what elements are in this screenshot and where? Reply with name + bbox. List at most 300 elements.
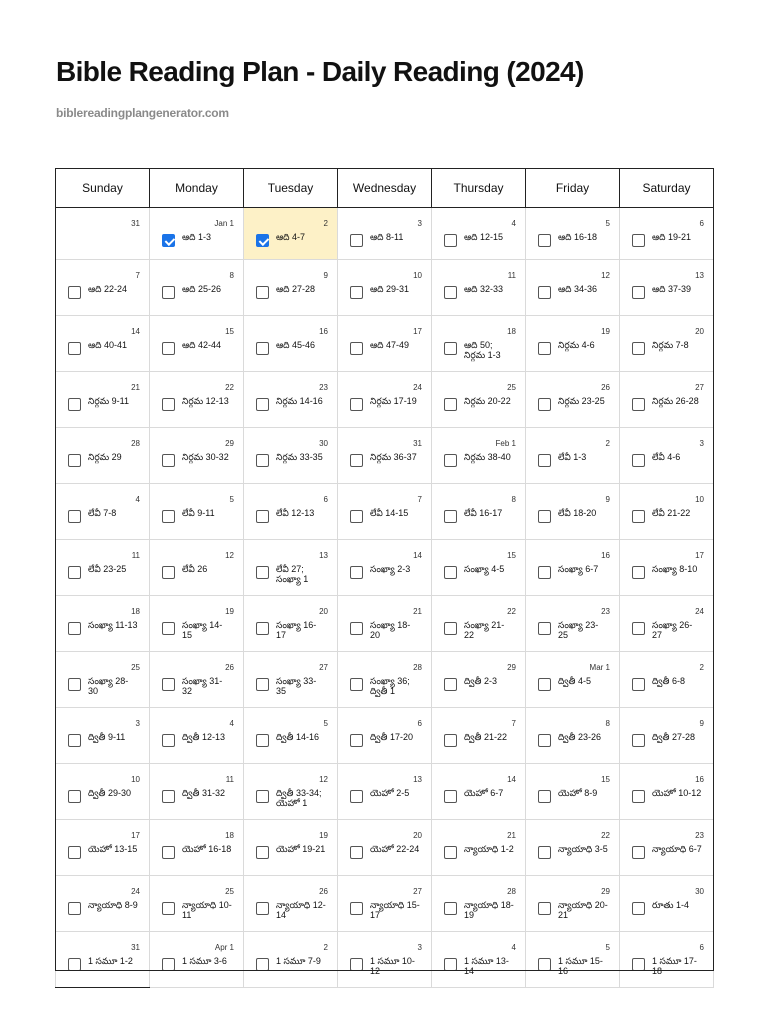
reading-checkbox[interactable] [68, 566, 81, 579]
day-cell [338, 484, 432, 540]
reading-checkbox[interactable] [350, 846, 363, 859]
weekday-header-row [56, 169, 714, 208]
checked-checkbox[interactable] [162, 234, 175, 247]
reading-checkbox[interactable] [162, 622, 175, 635]
day-number: 8 [229, 271, 234, 280]
reading-checkbox[interactable] [162, 678, 175, 691]
reading-label: ఆది 29-31 [370, 284, 410, 294]
day-number: 29 [225, 439, 234, 448]
reading-checkbox[interactable] [68, 342, 81, 355]
reading-entry [444, 676, 521, 691]
reading-label: న్యాయాధి 8-9 [88, 900, 138, 910]
day-number: 20 [319, 607, 328, 616]
day-cell [244, 764, 338, 820]
day-cell [338, 764, 432, 820]
day-number: 10 [413, 271, 422, 280]
reading-checkbox[interactable] [350, 958, 363, 971]
week-row [56, 820, 714, 876]
reading-entry [256, 508, 333, 523]
reading-label: సంఖ్యా 23-25 [558, 620, 599, 640]
reading-checkbox[interactable] [444, 398, 457, 411]
reading-checkbox[interactable] [350, 342, 363, 355]
day-cell [338, 260, 432, 316]
reading-label: యెహో 16-18 [182, 844, 232, 854]
day-number: 12 [601, 271, 610, 280]
reading-entry [350, 564, 427, 579]
day-cell [620, 764, 714, 820]
reading-label: లేవీ 12-13 [276, 508, 315, 518]
reading-checkbox[interactable] [162, 958, 175, 971]
reading-entry [162, 732, 239, 747]
reading-label: ఆది 50; నిర్గమ 1-3 [464, 340, 501, 360]
reading-label: ఆది 22-24 [88, 284, 128, 294]
weekday-header: Thursday [432, 169, 526, 208]
reading-checkbox[interactable] [162, 846, 175, 859]
reading-entry [444, 956, 521, 976]
day-cell [620, 208, 714, 260]
reading-checkbox[interactable] [350, 902, 363, 915]
reading-label: ద్వితీ 4-5 [558, 676, 591, 686]
reading-checkbox[interactable] [444, 510, 457, 523]
reading-checkbox[interactable] [632, 902, 645, 915]
reading-entry [538, 620, 615, 640]
reading-entry [162, 788, 239, 803]
day-number: 23 [695, 831, 704, 840]
reading-checkbox[interactable] [444, 678, 457, 691]
reading-label: ద్వితీ 31-32 [182, 788, 225, 798]
reading-label: సంఖ్యా 2-3 [370, 564, 411, 574]
reading-entry [538, 396, 615, 411]
reading-label: సంఖ్యా 31-32 [182, 676, 223, 696]
reading-checkbox[interactable] [444, 622, 457, 635]
week-row [56, 708, 714, 764]
day-number: 11 [225, 775, 234, 784]
reading-entry [350, 788, 427, 803]
day-cell [526, 260, 620, 316]
reading-checkbox[interactable] [444, 734, 457, 747]
checked-checkbox[interactable] [256, 234, 269, 247]
reading-checkbox[interactable] [162, 510, 175, 523]
day-number: 27 [413, 887, 422, 896]
reading-label: న్యాయాధి 10-11 [182, 900, 232, 920]
day-cell [244, 372, 338, 428]
reading-label: ఆది 47-49 [370, 340, 410, 350]
reading-checkbox[interactable] [538, 454, 551, 467]
reading-checkbox[interactable] [538, 398, 551, 411]
reading-entry [256, 452, 333, 467]
reading-label: 1 సమూ 1-2 [88, 956, 133, 966]
reading-entry [68, 732, 145, 747]
day-cell [620, 708, 714, 764]
day-cell [244, 428, 338, 484]
day-cell [432, 596, 526, 652]
reading-checkbox[interactable] [444, 958, 457, 971]
reading-label: లేవీ 27; సంఖ్యా 1 [276, 564, 309, 584]
reading-entry [68, 900, 145, 915]
reading-label: న్యాయాధి 12-14 [276, 900, 326, 920]
reading-checkbox[interactable] [350, 510, 363, 523]
day-cell [244, 316, 338, 372]
day-number: 5 [323, 719, 328, 728]
reading-checkbox[interactable] [350, 398, 363, 411]
reading-checkbox[interactable] [538, 234, 551, 247]
day-number: Jan 1 [214, 219, 234, 228]
reading-checkbox[interactable] [632, 958, 645, 971]
reading-label: ద్వితీ 12-13 [182, 732, 225, 742]
reading-checkbox[interactable] [350, 286, 363, 299]
day-number: 6 [323, 495, 328, 504]
reading-checkbox[interactable] [632, 510, 645, 523]
day-cell [150, 708, 244, 764]
reading-checkbox[interactable] [256, 678, 269, 691]
day-number: 22 [601, 831, 610, 840]
reading-checkbox[interactable] [68, 286, 81, 299]
day-cell [526, 372, 620, 428]
day-cell [244, 484, 338, 540]
reading-label: లేవీ 1-3 [558, 452, 587, 462]
reading-label: సంఖ్యా 4-5 [464, 564, 505, 574]
day-cell [244, 540, 338, 596]
reading-checkbox[interactable] [350, 566, 363, 579]
reading-entry [162, 452, 239, 467]
reading-checkbox[interactable] [538, 734, 551, 747]
weekday-header: Monday [150, 169, 244, 208]
day-number: 30 [319, 439, 328, 448]
day-number: Apr 1 [214, 943, 234, 952]
reading-label: సంఖ్యా 6-7 [558, 564, 599, 574]
day-cell [526, 484, 620, 540]
reading-checkbox[interactable] [162, 398, 175, 411]
reading-label: యెహో 8-9 [558, 788, 598, 798]
reading-label: యెహో 6-7 [464, 788, 504, 798]
reading-checkbox[interactable] [68, 678, 81, 691]
reading-checkbox[interactable] [444, 902, 457, 915]
day-number: 2 [605, 439, 610, 448]
day-cell [432, 764, 526, 820]
day-number: 21 [131, 383, 140, 392]
day-cell [244, 708, 338, 764]
reading-label: నిర్గమ 7-8 [652, 340, 689, 350]
day-number: 23 [601, 607, 610, 616]
day-cell [150, 932, 244, 988]
reading-entry [256, 732, 333, 747]
week-row [56, 652, 714, 708]
reading-checkbox[interactable] [538, 622, 551, 635]
day-number: 22 [225, 383, 234, 392]
reading-entry [538, 232, 615, 247]
reading-entry [68, 508, 145, 523]
reading-checkbox[interactable] [538, 846, 551, 859]
reading-entry [350, 340, 427, 355]
reading-checkbox[interactable] [162, 734, 175, 747]
day-number: 27 [319, 663, 328, 672]
day-number: 31 [131, 943, 140, 952]
day-cell [150, 764, 244, 820]
reading-label: ఆది 12-15 [464, 232, 504, 242]
reading-checkbox[interactable] [632, 678, 645, 691]
reading-label: నిర్గమ 23-25 [558, 396, 605, 406]
reading-entry [350, 620, 427, 640]
reading-label: ద్వితీ 14-16 [276, 732, 319, 742]
day-number: 28 [131, 439, 140, 448]
reading-entry [350, 232, 427, 247]
day-number: 30 [695, 887, 704, 896]
reading-label: నిర్గమ 38-40 [464, 452, 511, 462]
reading-label: ఆది 19-21 [652, 232, 692, 242]
day-cell [150, 596, 244, 652]
day-number: 6 [699, 943, 704, 952]
day-number: 4 [135, 495, 140, 504]
reading-checkbox[interactable] [68, 790, 81, 803]
day-number: Mar 1 [589, 663, 610, 672]
weekday-header: Sunday [56, 169, 150, 208]
day-cell [432, 820, 526, 876]
reading-entry [68, 340, 145, 355]
reading-checkbox[interactable] [538, 678, 551, 691]
day-cell [338, 316, 432, 372]
day-cell [526, 428, 620, 484]
week-row [56, 932, 714, 988]
day-number: 15 [507, 551, 516, 560]
day-number: 18 [507, 327, 516, 336]
reading-checkbox[interactable] [68, 510, 81, 523]
day-cell [338, 652, 432, 708]
reading-checkbox[interactable] [632, 622, 645, 635]
reading-checkbox[interactable] [444, 790, 457, 803]
reading-entry [538, 340, 615, 355]
reading-entry [350, 900, 427, 920]
reading-checkbox[interactable] [538, 902, 551, 915]
day-cell [620, 260, 714, 316]
day-cell [526, 876, 620, 932]
reading-label: నిర్గమ 14-16 [276, 396, 323, 406]
reading-entry [256, 564, 333, 584]
week-row [56, 596, 714, 652]
reading-entry [256, 844, 333, 859]
reading-label: నిర్గమ 4-6 [558, 340, 595, 350]
reading-checkbox[interactable] [444, 454, 457, 467]
reading-checkbox[interactable] [632, 566, 645, 579]
week-row [56, 316, 714, 372]
reading-label: 1 సమూ 3-6 [182, 956, 227, 966]
day-number: 7 [135, 271, 140, 280]
reading-checkbox[interactable] [350, 678, 363, 691]
reading-checkbox[interactable] [162, 342, 175, 355]
reading-checkbox[interactable] [256, 454, 269, 467]
reading-label: 1 సమూ 10-12 [370, 956, 415, 976]
day-cell [526, 208, 620, 260]
reading-label: 1 సమూ 17-18 [652, 956, 697, 976]
day-cell [526, 764, 620, 820]
reading-checkbox[interactable] [538, 566, 551, 579]
reading-checkbox[interactable] [538, 790, 551, 803]
reading-checkbox[interactable] [68, 958, 81, 971]
day-cell [432, 652, 526, 708]
reading-checkbox[interactable] [350, 454, 363, 467]
reading-checkbox[interactable] [632, 286, 645, 299]
reading-checkbox[interactable] [256, 622, 269, 635]
reading-checkbox[interactable] [350, 234, 363, 247]
reading-entry [350, 396, 427, 411]
site-url: biblereadingplangenerator.com [56, 106, 229, 120]
reading-checkbox[interactable] [68, 622, 81, 635]
reading-checkbox[interactable] [256, 398, 269, 411]
reading-entry [350, 732, 427, 747]
reading-checkbox[interactable] [68, 454, 81, 467]
reading-label: న్యాయాధి 3-5 [558, 844, 608, 854]
day-number: 16 [601, 551, 610, 560]
reading-entry [350, 676, 427, 696]
reading-checkbox[interactable] [632, 454, 645, 467]
reading-entry [256, 232, 333, 247]
reading-checkbox[interactable] [256, 510, 269, 523]
reading-checkbox[interactable] [632, 234, 645, 247]
day-number: 7 [417, 495, 422, 504]
reading-checkbox[interactable] [538, 958, 551, 971]
reading-checkbox[interactable] [68, 398, 81, 411]
reading-checkbox[interactable] [538, 342, 551, 355]
reading-label: యెహో 19-21 [276, 844, 326, 854]
reading-entry [68, 620, 145, 635]
reading-checkbox[interactable] [538, 510, 551, 523]
day-cell [620, 932, 714, 988]
day-cell [620, 316, 714, 372]
reading-checkbox[interactable] [538, 286, 551, 299]
day-number: 24 [413, 383, 422, 392]
reading-checkbox[interactable] [632, 846, 645, 859]
reading-checkbox[interactable] [68, 734, 81, 747]
reading-checkbox[interactable] [444, 234, 457, 247]
reading-checkbox[interactable] [162, 454, 175, 467]
day-cell [338, 208, 432, 260]
reading-label: న్యాయాధి 18-19 [464, 900, 514, 920]
day-number: 3 [699, 439, 704, 448]
reading-entry [632, 232, 709, 247]
reading-label: సంఖ్యా 28-30 [88, 676, 129, 696]
reading-label: ద్వితీ 6-8 [652, 676, 685, 686]
reading-checkbox[interactable] [256, 790, 269, 803]
day-number: 26 [319, 887, 328, 896]
reading-entry [68, 676, 145, 696]
reading-entry [632, 396, 709, 411]
day-cell [56, 764, 150, 820]
day-cell [150, 372, 244, 428]
day-cell [56, 372, 150, 428]
reading-checkbox[interactable] [68, 846, 81, 859]
reading-entry [632, 676, 709, 691]
reading-label: యెహో 2-5 [370, 788, 410, 798]
reading-checkbox[interactable] [350, 790, 363, 803]
day-number: 10 [695, 495, 704, 504]
day-number: 29 [507, 663, 516, 672]
reading-checkbox[interactable] [256, 846, 269, 859]
day-number: 26 [225, 663, 234, 672]
reading-label: సంఖ్యా 11-13 [88, 620, 138, 630]
reading-entry [256, 788, 333, 808]
reading-entry [538, 284, 615, 299]
reading-entry [538, 956, 615, 976]
reading-label: ఆది 1-3 [182, 232, 212, 242]
day-cell [244, 208, 338, 260]
day-number: 3 [135, 719, 140, 728]
day-number: 4 [511, 943, 516, 952]
reading-label: ఆది 4-7 [276, 232, 306, 242]
reading-entry [444, 620, 521, 640]
reading-checkbox[interactable] [444, 846, 457, 859]
reading-checkbox[interactable] [256, 902, 269, 915]
reading-entry [162, 396, 239, 411]
reading-checkbox[interactable] [68, 902, 81, 915]
reading-checkbox[interactable] [444, 286, 457, 299]
reading-label: నిర్గమ 29 [88, 452, 122, 462]
reading-checkbox[interactable] [632, 790, 645, 803]
day-cell [432, 260, 526, 316]
reading-label: లేవీ 7-8 [88, 508, 117, 518]
reading-label: నిర్గమ 33-35 [276, 452, 323, 462]
day-number: 12 [225, 551, 234, 560]
reading-checkbox[interactable] [256, 566, 269, 579]
day-cell [432, 876, 526, 932]
reading-checkbox[interactable] [350, 734, 363, 747]
day-number: 13 [413, 775, 422, 784]
reading-label: సంఖ్యా 36; ద్వితీ 1 [370, 676, 410, 696]
reading-entry [632, 564, 709, 579]
day-number: 23 [319, 383, 328, 392]
day-number: 22 [507, 607, 516, 616]
reading-label: సంఖ్యా 16-17 [276, 620, 317, 640]
reading-checkbox[interactable] [632, 734, 645, 747]
reading-checkbox[interactable] [256, 958, 269, 971]
reading-label: ఆది 34-36 [558, 284, 598, 294]
day-cell [432, 428, 526, 484]
reading-checkbox[interactable] [632, 342, 645, 355]
day-cell [150, 820, 244, 876]
day-number: 7 [511, 719, 516, 728]
reading-checkbox[interactable] [162, 566, 175, 579]
reading-checkbox[interactable] [444, 342, 457, 355]
reading-entry [256, 396, 333, 411]
reading-entry [538, 564, 615, 579]
day-cell [526, 932, 620, 988]
week-row [56, 260, 714, 316]
reading-label: న్యాయాధి 15-17 [370, 900, 420, 920]
reading-label: ఆది 42-44 [182, 340, 222, 350]
day-number: 2 [323, 943, 328, 952]
reading-checkbox[interactable] [256, 342, 269, 355]
reading-checkbox[interactable] [632, 398, 645, 411]
day-cell [526, 316, 620, 372]
reading-entry [162, 956, 239, 971]
week-row [56, 372, 714, 428]
reading-entry [632, 452, 709, 467]
reading-checkbox[interactable] [162, 902, 175, 915]
reading-entry [68, 956, 145, 971]
reading-checkbox[interactable] [162, 286, 175, 299]
day-cell [56, 820, 150, 876]
day-cell [338, 428, 432, 484]
reading-checkbox[interactable] [444, 566, 457, 579]
day-number: 3 [417, 219, 422, 228]
reading-checkbox[interactable] [350, 622, 363, 635]
reading-checkbox[interactable] [256, 286, 269, 299]
reading-entry [632, 732, 709, 747]
reading-checkbox[interactable] [162, 790, 175, 803]
reading-entry [162, 676, 239, 696]
day-number: 5 [229, 495, 234, 504]
reading-label: నిర్గమ 17-19 [370, 396, 417, 406]
reading-checkbox[interactable] [256, 734, 269, 747]
day-cell [150, 260, 244, 316]
